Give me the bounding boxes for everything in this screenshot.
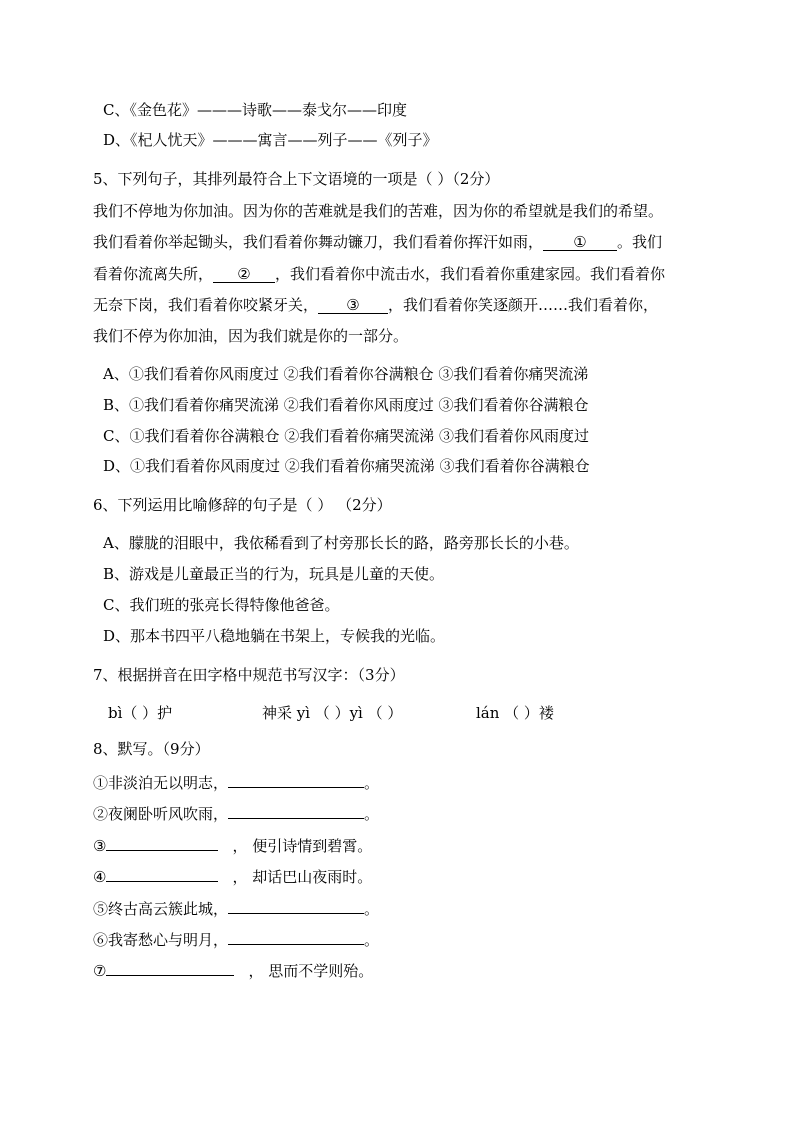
q7-item-3: lán （ ）褛	[476, 704, 554, 722]
q8-period: 。	[364, 805, 380, 823]
q5-passage-line-1: 我们不停地为你加油。因为你的苦难就是我们的苦难，因为你的希望就是我们的希望。	[93, 202, 664, 220]
blank-1	[543, 234, 617, 251]
q5-passage-text: 。我们	[617, 233, 663, 251]
q7-item-2: 神采 yì （ ）yì （ ）	[262, 704, 403, 722]
q8-text: ⑦	[93, 962, 107, 980]
answer-blank[interactable]	[228, 802, 364, 819]
q5-passage-text: 无奈下岗，我们看着你咬紧牙关，	[93, 296, 319, 314]
blank-marker-3: ③	[346, 296, 360, 314]
q8-text: ， 思而不学则殆。	[248, 962, 374, 980]
blank-marker-2: ②	[237, 265, 251, 283]
q8-text: ③	[93, 837, 107, 855]
q8-period: 。	[364, 900, 380, 918]
q8-text: ①非淡泊无以明志，	[93, 774, 229, 792]
q5-passage-line-2	[93, 232, 662, 252]
q8-line-7	[93, 959, 373, 979]
blank-3	[318, 297, 388, 314]
q8-text: ， 却话巴山夜雨时。	[232, 868, 373, 886]
q8-text: ④	[93, 868, 107, 886]
answer-blank[interactable]	[228, 771, 364, 788]
q7-item-1: bì（ ）护	[108, 704, 173, 722]
q8-line-3	[93, 834, 372, 854]
q5-option-b: B、①我们看着你痛哭流涕 ②我们看着你风雨度过 ③我们看着你谷满粮仓	[103, 396, 589, 414]
q5-passage-text: ，我们看着你笑逐颜开……我们看着你，	[388, 296, 659, 314]
q6-option-c: C、我们班的张亮长得特像他爸爸。	[103, 596, 340, 614]
q5-passage-line-5: 我们不停为你加油，因为我们就是你的一部分。	[93, 327, 409, 345]
answer-blank[interactable]	[228, 928, 364, 945]
q5-option-d: D、①我们看着你风雨度过 ②我们看着你痛哭流涕 ③我们看着你谷满粮仓	[103, 457, 590, 475]
q8-stem: 8、默写。（9分）	[93, 740, 210, 758]
q8-line-1	[93, 771, 379, 791]
q8-line-4	[93, 865, 372, 885]
q4-option-d: D、《杞人忧天》———寓言——列子——《列子》	[103, 131, 438, 149]
q8-text: ⑥我寄愁心与明月，	[93, 931, 229, 949]
q5-passage-text: 看着你流离失所，	[93, 265, 214, 283]
q6-option-b: B、游戏是儿童最正当的行为，玩具是儿童的天使。	[103, 565, 445, 583]
q8-text: ⑤终古高云簇此城，	[93, 900, 229, 918]
q8-text: ②夜阑卧听风吹雨，	[93, 805, 229, 823]
q5-option-c: C、①我们看着你谷满粮仓 ②我们看着你痛哭流涕 ③我们看着你风雨度过	[103, 427, 590, 445]
answer-blank[interactable]	[106, 865, 218, 882]
q6-option-a: A、朦胧的泪眼中，我依稀看到了村旁那长长的路，路旁那长长的小巷。	[103, 534, 579, 552]
q5-stem: 5、下列句子，其排列最符合上下文语境的一项是（ ）（2分）	[93, 170, 500, 188]
blank-marker-1: ①	[573, 233, 587, 251]
q5-passage-text: 我们看着你举起锄头，我们看着你舞动镰刀，我们看着你挥汗如雨，	[93, 233, 544, 251]
answer-blank[interactable]	[106, 834, 218, 851]
answer-blank[interactable]	[228, 897, 364, 914]
q6-option-d: D、那本书四平八稳地躺在书架上，专候我的光临。	[103, 627, 446, 645]
blank-2	[213, 266, 275, 283]
q8-line-2	[93, 802, 379, 822]
q8-period: 。	[364, 774, 380, 792]
q5-passage-text: ，我们看着你中流击水，我们看着你重建家园。我们看着你	[275, 265, 666, 283]
q7-stem: 7、根据拼音在田字格中规范书写汉字：（3分）	[93, 666, 405, 684]
q5-passage-line-3	[93, 264, 665, 284]
q6-stem: 6、下列运用比喻修辞的句子是（ ） （2分）	[93, 496, 392, 514]
answer-blank[interactable]	[106, 959, 234, 976]
q5-passage-line-4	[93, 295, 658, 315]
q8-line-6	[93, 928, 379, 948]
q8-period: 。	[364, 931, 380, 949]
q4-option-c: C、《金色花》———诗歌——泰戈尔——印度	[103, 101, 407, 119]
q5-option-a: A、①我们看着你风雨度过 ②我们看着你谷满粮仓 ③我们看着你痛哭流涕	[103, 365, 589, 383]
q8-line-5	[93, 897, 379, 917]
q8-text: ， 便引诗情到碧霄。	[232, 837, 373, 855]
